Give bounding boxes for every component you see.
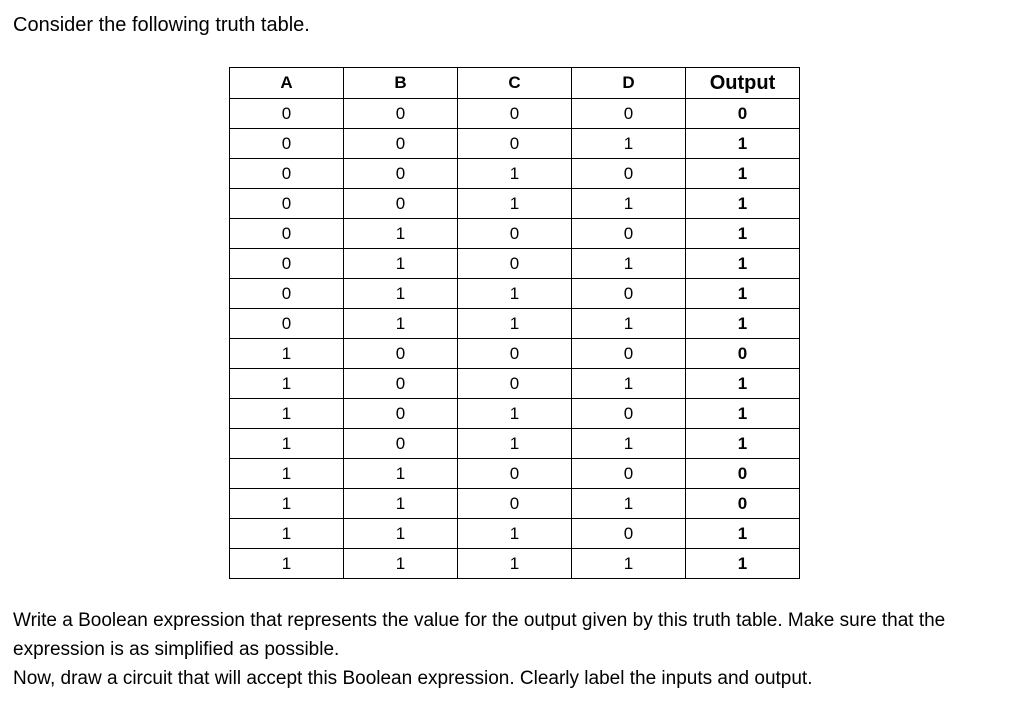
cell-c: 0 [458,99,572,129]
cell-b: 0 [344,369,458,399]
cell-c: 0 [458,489,572,519]
cell-output: 1 [686,189,800,219]
cell-c: 0 [458,369,572,399]
cell-b: 1 [344,459,458,489]
cell-d: 1 [572,249,686,279]
cell-a: 1 [230,369,344,399]
cell-c: 1 [458,429,572,459]
intro-text: Consider the following truth table. [13,14,310,36]
cell-output: 1 [686,549,800,579]
cell-b: 0 [344,129,458,159]
cell-d: 1 [572,369,686,399]
table-row [230,99,800,129]
cell-output: 1 [686,399,800,429]
table-row [230,219,800,249]
cell-output: 0 [686,489,800,519]
cell-d: 0 [572,399,686,429]
cell-d: 1 [572,429,686,459]
table-row [230,249,800,279]
cell-output: 1 [686,129,800,159]
cell-c: 0 [458,459,572,489]
header-a: A [230,68,344,99]
cell-b: 1 [344,279,458,309]
table-row [230,429,800,459]
cell-c: 1 [458,549,572,579]
cell-d: 0 [572,459,686,489]
cell-b: 1 [344,249,458,279]
cell-d: 1 [572,189,686,219]
cell-b: 0 [344,399,458,429]
cell-d: 1 [572,309,686,339]
table-row [230,159,800,189]
table-row [230,129,800,159]
cell-a: 0 [230,189,344,219]
cell-a: 1 [230,489,344,519]
cell-c: 1 [458,189,572,219]
cell-d: 0 [572,219,686,249]
header-output: Output [686,68,800,99]
cell-c: 1 [458,399,572,429]
cell-b: 1 [344,309,458,339]
cell-d: 0 [572,279,686,309]
cell-c: 0 [458,249,572,279]
cell-output: 0 [686,99,800,129]
table-row [230,489,800,519]
cell-c: 0 [458,129,572,159]
cell-output: 1 [686,279,800,309]
cell-output: 1 [686,519,800,549]
cell-a: 1 [230,399,344,429]
table-row [230,459,800,489]
cell-c: 1 [458,309,572,339]
cell-b: 1 [344,489,458,519]
table-row [230,399,800,429]
cell-a: 0 [230,159,344,189]
instruction-line-2: Now, draw a circuit that will accept this Boolean expression. Clearly label the inputs and output. [13,668,813,689]
cell-a: 1 [230,459,344,489]
cell-a: 0 [230,99,344,129]
cell-output: 1 [686,309,800,339]
cell-a: 0 [230,309,344,339]
cell-d: 1 [572,549,686,579]
table-row [230,309,800,339]
cell-b: 1 [344,519,458,549]
cell-b: 0 [344,189,458,219]
cell-output: 1 [686,159,800,189]
cell-b: 1 [344,549,458,579]
header-c: C [458,68,572,99]
cell-output: 1 [686,249,800,279]
cell-d: 0 [572,339,686,369]
cell-b: 0 [344,99,458,129]
cell-output: 0 [686,459,800,489]
cell-a: 1 [230,339,344,369]
table-row [230,279,800,309]
cell-output: 1 [686,369,800,399]
cell-b: 1 [344,219,458,249]
cell-a: 0 [230,279,344,309]
cell-c: 1 [458,519,572,549]
table-row [230,339,800,369]
cell-a: 1 [230,429,344,459]
cell-output: 0 [686,339,800,369]
truth-table [229,67,800,579]
instructions [13,606,1019,693]
cell-a: 1 [230,519,344,549]
cell-d: 1 [572,489,686,519]
cell-c: 1 [458,279,572,309]
cell-c: 0 [458,339,572,369]
cell-d: 0 [572,519,686,549]
header-b: B [344,68,458,99]
table-row [230,369,800,399]
cell-d: 0 [572,99,686,129]
cell-a: 0 [230,129,344,159]
instruction-line-1: Write a Boolean expression that represents the value for the output given by this truth table. Make sure that the expression is as simplified as possible. [13,610,946,660]
table-header-row [230,68,800,99]
table-row [230,189,800,219]
cell-b: 0 [344,429,458,459]
cell-c: 1 [458,159,572,189]
header-d: D [572,68,686,99]
cell-c: 0 [458,219,572,249]
cell-d: 0 [572,159,686,189]
cell-d: 1 [572,129,686,159]
table-row [230,549,800,579]
table-row [230,519,800,549]
cell-a: 0 [230,249,344,279]
cell-a: 0 [230,219,344,249]
cell-b: 0 [344,339,458,369]
cell-a: 1 [230,549,344,579]
cell-output: 1 [686,429,800,459]
cell-output: 1 [686,219,800,249]
cell-b: 0 [344,159,458,189]
table-body [230,99,800,579]
